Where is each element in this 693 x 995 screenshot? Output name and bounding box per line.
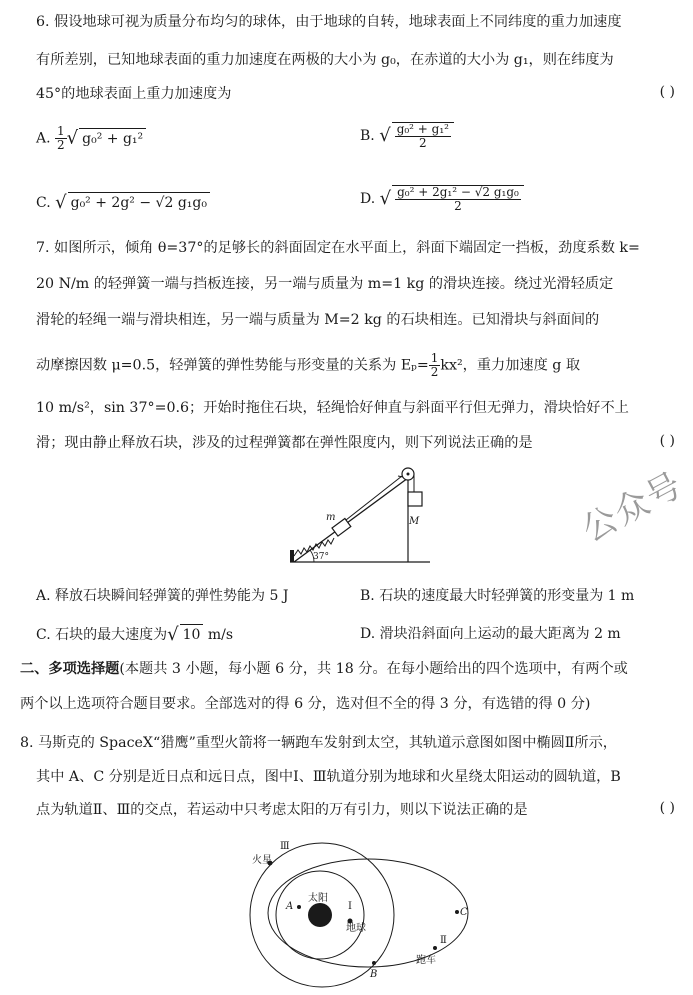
point-B-label: B (370, 969, 378, 980)
section-2-title: 二、多项选择题 (20, 661, 120, 677)
option-d-fraction: $\frac{\text{g₀² + 2g₁² − √2 g₁g₀}}{2}$ (392, 185, 524, 213)
q6-answer-bracket: ( ) (659, 84, 675, 100)
q6-stem-line-1: 6. 假设地球可视为质量分布均匀的球体，由于地球的自转，地球表面上不同纬度的重力加速度 (36, 14, 622, 30)
point-C (455, 910, 459, 914)
radical-icon: √ (167, 624, 179, 645)
option-b-label: B. (360, 128, 375, 144)
radical-icon: √ (379, 125, 391, 146)
q7-stem-line-5: 10 m/s²，sin 37°=0.6；开始时拖住石块，轻绳恰好伸直与斜面平行但无弹力，滑块恰好不上 (36, 400, 629, 416)
q6-option-c[interactable] (36, 192, 210, 213)
q7-option-c[interactable]: C. 石块的最大速度为√ 10 m/s (36, 624, 234, 645)
sun-icon (308, 903, 332, 927)
fraction-one-half: $\frac{1}{2}$ (430, 351, 439, 379)
option-a-expression: g₀² + g₁² (79, 128, 146, 149)
q7-stem-line-1: 7. 如图所示，倾角 θ=37°的足够长的斜面固定在水平面上，斜面下端固定一挡板，劲度系数 k= (36, 240, 640, 256)
pulley-axle (407, 473, 410, 476)
car-object (433, 946, 437, 950)
sun-label: 太阳 (308, 893, 328, 904)
option-d-label: D. (360, 191, 376, 207)
option-b-fraction: $\frac{\text{g₀² + g₁²}}{2}$ (392, 122, 454, 150)
orbit-II-car (268, 859, 468, 967)
mars-label: 火星 (252, 855, 272, 866)
angle-label: 37° (313, 552, 329, 562)
earth-label: 地球 (346, 923, 366, 934)
watermark: 公众号 (575, 464, 690, 551)
incline-surface (294, 478, 408, 562)
q6-option-a[interactable] (36, 125, 146, 152)
q7-stem-line-3: 滑轮的轻绳一端与滑块相连，另一端与质量为 M=2 kg 的石块相连。已知滑块与斜面间的 (36, 312, 600, 328)
incline-figure (280, 462, 440, 572)
car-label: 跑车 (416, 955, 436, 966)
q7-stem-line-4: 动摩擦因数 μ=0.5，轻弹簧的弹性势能与形变量的关系为 Eₚ= $\frac{1}{2}$ kx²，重力加速度 g 取 (36, 351, 581, 379)
q7-answer-bracket: ( ) (659, 433, 675, 449)
section-2-desc-2: 两个以上选项符合题目要求。全部选对的得 6 分，选对但不全的得 3 分，有选错的得 0 分) (20, 696, 591, 712)
q8-stem-line-1: 8. 马斯克的 SpaceX“猎鹰”重型火箭将一辆跑车发射到太空，其轨道示意图如图中椭圆Ⅱ所示， (20, 735, 617, 751)
label-M: M (409, 516, 420, 527)
q6-option-b[interactable] (360, 122, 454, 150)
orbit-II-label: Ⅱ (440, 935, 447, 946)
orbit-III-label: Ⅲ (280, 841, 290, 852)
label-m: m (326, 512, 336, 523)
q7-stem-line-2: 20 N/m 的轻弹簧一端与挡板连接，另一端与质量为 m=1 kg 的滑块连接。绕过光滑轻质定 (36, 276, 614, 292)
option-c-expression: g₀² + 2g² − √2 g₁g₀ (68, 192, 210, 213)
stone-block-M (408, 492, 422, 506)
baffle (290, 550, 294, 562)
point-A-label: A (286, 901, 294, 912)
orbit-figure (240, 835, 480, 995)
point-A (297, 905, 301, 909)
radical-icon: √ (379, 188, 392, 209)
q8-stem-line-2: 其中 A、C 分别是近日点和远日点，图中Ⅰ、Ⅲ轨道分别为地球和火星绕太阳运动的圆轨道，B (36, 769, 621, 785)
q6-option-d[interactable] (360, 185, 524, 213)
section-2-desc-1: (本题共 3 小题，每小题 6 分，共 18 分。在每小题给出的四个选项中，有两个或 (119, 661, 628, 677)
q6-stem-line-3: 45°的地球表面上重力加速度为 (36, 86, 232, 102)
q7-option-b[interactable]: B. 石块的速度最大时轻弹簧的形变量为 1 m (360, 588, 635, 604)
q7-stem-line-6: 滑；现由静止释放石块，涉及的过程弹簧都在弹性限度内，则下列说法正确的是 (36, 435, 533, 451)
option-c-label: C. (36, 195, 51, 211)
fraction-one-half: $\frac{1}{2}$ (57, 124, 65, 152)
section-2-header (20, 659, 680, 679)
point-C-label: C (460, 907, 468, 918)
q8-answer-bracket: ( ) (659, 800, 675, 816)
q6-stem-line-2: 有所差别，已知地球表面的重力加速度在两极的大小为 g₀，在赤道的大小为 g₁，则在纬度为 (36, 52, 614, 68)
q7-option-a[interactable]: A. 释放石块瞬间轻弹簧的弹性势能为 5 J (36, 588, 289, 604)
point-B (372, 961, 376, 965)
rope-incline (346, 476, 402, 520)
radical-icon: √ (66, 127, 79, 149)
orbit-I-label: Ⅰ (348, 901, 352, 912)
radical-icon: √ (55, 192, 67, 213)
q8-stem-line-3: 点为轨道Ⅱ、Ⅲ的交点，若运动中只考虑太阳的万有引力，则以下说法正确的是 (36, 802, 528, 818)
q7-option-d[interactable]: D. 滑块沿斜面向上运动的最大距离为 2 m (360, 626, 621, 642)
option-a-label: A. (36, 130, 51, 147)
